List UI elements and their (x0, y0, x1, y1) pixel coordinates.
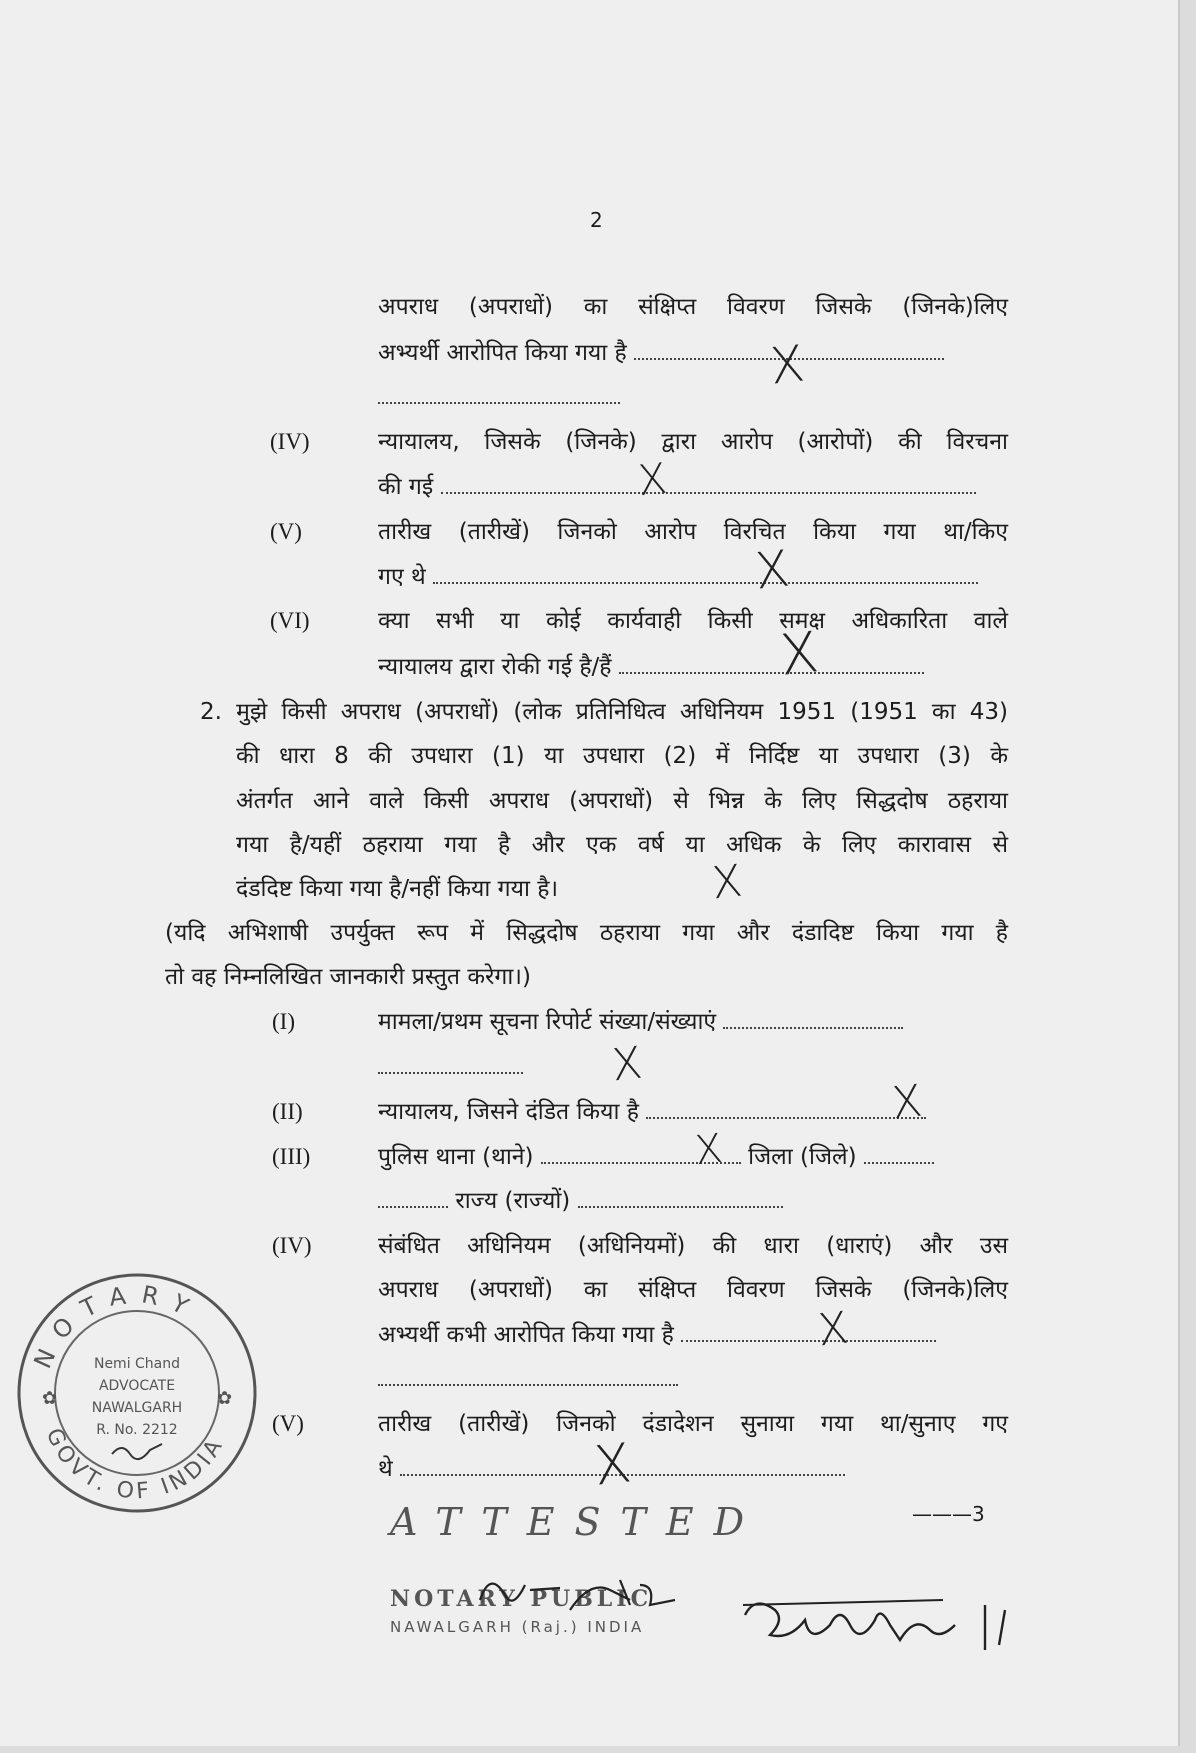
attested-stamp: ATTESTED (390, 1500, 765, 1544)
item-number: (IV) (272, 1233, 312, 1258)
item-number: (I) (272, 1009, 295, 1034)
item-line: न्यायालय, जिसके (जिनके) द्वारा आरोप (आरोपों) की विरचना (378, 429, 1008, 455)
cross-mark: X (609, 1037, 645, 1092)
item-line: गए थे (378, 560, 978, 594)
notary-place-label: NAWALGARH (Raj.) INDIA (390, 1618, 645, 1636)
item-dotted-line (378, 1362, 678, 1396)
para-2-line-4: गया है/यहीं ठहराया गया है और एक वर्ष या अधिक के लिए कारावास से (236, 832, 1008, 858)
continuation-dotted-line (378, 380, 620, 414)
item-number: (VI) (270, 608, 310, 633)
cross-mark: X (752, 539, 793, 601)
item-line: थे (378, 1452, 845, 1486)
item-dotted-line (378, 1050, 523, 1084)
continuation-line-1: अपराध (अपराधों) का संक्षिप्त विवरण जिसके (जिनके)लिए (378, 294, 1008, 320)
para-2-line-2: की धारा 8 की उपधारा (1) या उपधारा (2) में निर्दिष्ट या उपधारा (3) के (236, 743, 1008, 769)
cross-mark: X (590, 1431, 635, 1498)
para-2-line-3: अंतर्गत आने वाले किसी अपराध (अपराधों) से भिन्न के लिए सिद्धदोष ठहराया (236, 788, 1008, 814)
item-number: (II) (272, 1099, 303, 1124)
item-line: तारीख (तारीखें) जिनको दंडादेशन सुनाया गया था/सुनाए गए (378, 1411, 1008, 1437)
item-line: संबंधित अधिनियम (अधिनियमों) की धारा (धाराएं) और उस (378, 1233, 1008, 1259)
notary-initials-signature (470, 1560, 700, 1630)
item-number: (V) (270, 519, 302, 544)
stamp-ornament-icon: ✿ (42, 1388, 58, 1409)
continuation-line-2: अभ्यर्थी आरोपित किया गया है (378, 336, 944, 370)
stamp-ring-top: NOTARY (28, 1279, 206, 1373)
item-line: पुलिस थाना (थाने) जिला (जिले) (378, 1140, 934, 1174)
candidate-signature (735, 1585, 1035, 1675)
para-2-line-1: 2. मुझे किसी अपराध (अपराधों) (लोक प्रतिनिधित्व अधिनियम 1951 (1951 का 43) (200, 699, 1008, 725)
stamp-ornament-icon: ✿ (217, 1388, 233, 1409)
stamp-ring-bottom: GOVT. OF INDIA (40, 1424, 230, 1505)
item-line: मामला/प्रथम सूचना रिपोर्ट संख्या/संख्याएं (378, 1005, 903, 1039)
cross-mark: X (635, 453, 670, 506)
item-line: क्या सभी या कोई कार्यवाही किसी समक्ष अधिकारिता वाले (378, 608, 1008, 634)
next-page-marker: ———3 (912, 1502, 985, 1526)
page-number: 2 (590, 208, 603, 232)
cross-mark: X (767, 334, 808, 396)
cross-mark: X (776, 620, 822, 689)
note-line-2: तो वह निम्नलिखित जानकारी प्रस्तुत करेगा।) (165, 964, 531, 990)
cross-mark: X (815, 1302, 851, 1357)
item-line: अभ्यर्थी कभी आरोपित किया गया है (378, 1318, 936, 1352)
stamp-reg: R. No. 2212 (96, 1422, 178, 1438)
cross-mark: X (709, 855, 745, 910)
notary-stamp (12, 1268, 262, 1518)
stamp-signature-icon (112, 1444, 162, 1459)
item-line: न्यायालय द्वारा रोकी गई है/हैं (378, 650, 924, 684)
note-line-1: (यदि अभिशाषी उपर्युक्त रूप में सिद्धदोष ठहराया गया और दंडादिष्ट किया गया है (165, 920, 1008, 946)
item-line: तारीख (तारीखें) जिनको आरोप विरचित किया गया था/किए (378, 519, 1008, 545)
item-number: (III) (272, 1144, 311, 1169)
stamp-title: ADVOCATE (98, 1378, 176, 1394)
notary-public-label: NOTARY PUBLIC (390, 1586, 653, 1612)
item-line: न्यायालय, जिसने दंडित किया है (378, 1095, 926, 1129)
stamp-place: NAWALGARH (91, 1400, 183, 1416)
stamp-name: Nemi Chand (93, 1356, 181, 1372)
cross-mark: X (889, 1075, 925, 1130)
item-number: (V) (272, 1411, 304, 1436)
para-2-line-5: दंडदिष्ट किया गया है/नहीं किया गया है। (236, 876, 559, 902)
item-line: की गई (378, 470, 976, 504)
cross-mark: X (692, 1125, 725, 1175)
item-line: अपराध (अपराधों) का संक्षिप्त विवरण जिसके (जिनके)लिए (378, 1277, 1008, 1303)
item-number: (IV) (270, 429, 310, 454)
item-line: राज्य (राज्यों) (378, 1184, 783, 1218)
